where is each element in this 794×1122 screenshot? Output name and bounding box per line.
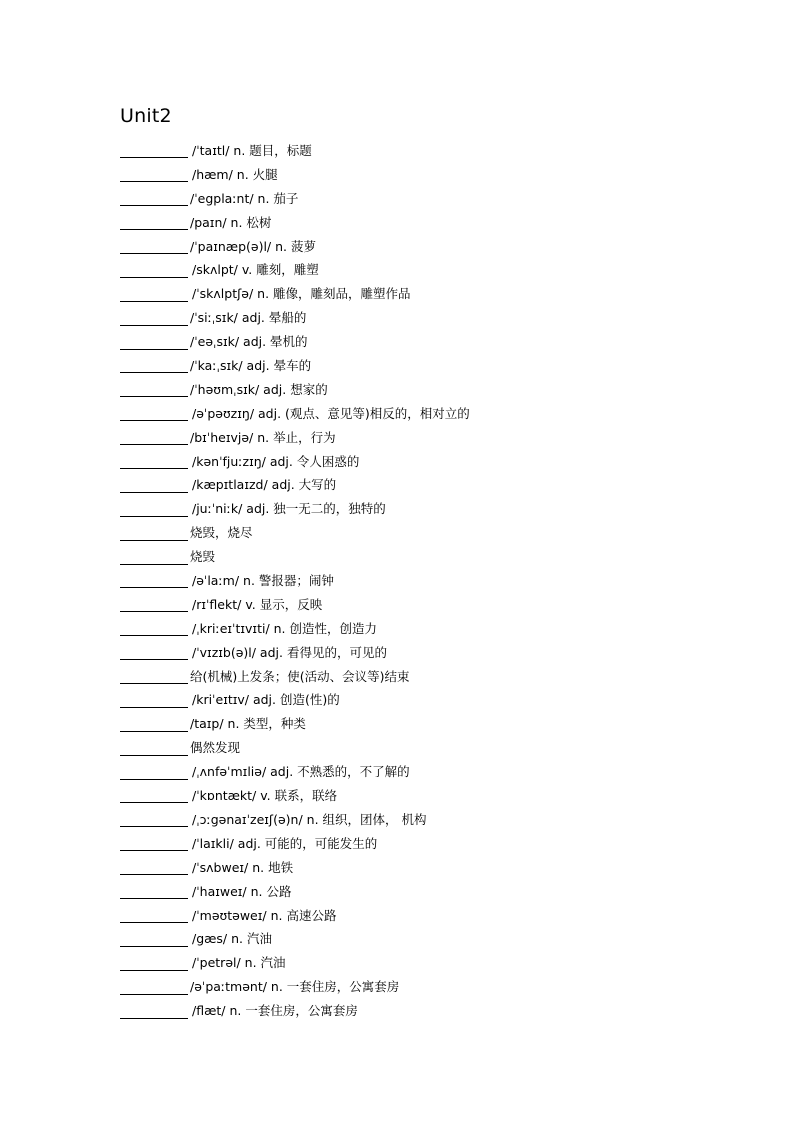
vocab-row [120, 378, 470, 402]
answer-blank [120, 382, 188, 397]
vocab-row [120, 856, 470, 880]
vocab-definition: /əˈpaːtmənt/ n. 一套住房，公寓套房 [190, 979, 400, 995]
vocab-definition: /ˈpaɪnæp(ə)l/ n. 菠萝 [190, 238, 316, 254]
answer-blank [120, 597, 188, 612]
vocab-definition: /bɪˈheɪvjə/ n. 举止，行为 [190, 429, 336, 445]
vocab-row [120, 187, 470, 211]
answer-blank [120, 573, 188, 588]
vocab-definition: /ˈlaɪkli/ adj. 可能的，可能发生的 [192, 835, 378, 851]
vocab-row [120, 784, 470, 808]
vocab-definition: /ˈeəˌsɪk/ adj. 晕机的 [190, 334, 308, 350]
answer-blank [120, 836, 188, 851]
answer-blank [120, 693, 188, 708]
vocab-definition: 烧毁，烧尽 [190, 525, 253, 541]
answer-blank [120, 454, 188, 469]
vocab-row [120, 139, 470, 163]
vocab-definition: 给(机械)上发条；使(活动、会议等)结束 [190, 668, 410, 684]
vocab-definition: /ˈsʌbweɪ/ n. 地铁 [192, 859, 294, 875]
vocab-definition: /kæpɪtlaɪzd/ adj. 大写的 [192, 477, 337, 493]
answer-blank [120, 143, 188, 158]
answer-blank [120, 502, 188, 517]
vocab-row [120, 402, 470, 426]
vocab-row [120, 880, 470, 904]
answer-blank [120, 167, 188, 182]
vocab-definition: 偶然发现 [190, 740, 241, 756]
vocab-row [120, 163, 470, 187]
answer-blank [120, 621, 188, 636]
vocab-definition: /juːˈniːk/ adj. 独一无二的，独特的 [192, 501, 386, 517]
vocab-row [120, 330, 470, 354]
answer-blank [120, 478, 188, 493]
vocab-row [120, 665, 470, 689]
answer-blank [120, 765, 188, 780]
vocab-definition: /kriˈeɪtɪv/ adj. 创造(性)的 [192, 692, 340, 708]
vocab-definition: /kənˈfjuːzɪŋ/ adj. 令人困惑的 [192, 453, 360, 469]
vocab-definition: /ˈhaɪweɪ/ n. 公路 [192, 883, 292, 899]
vocab-definition: /gæs/ n. 汽油 [192, 931, 272, 947]
answer-blank [120, 215, 188, 230]
answer-blank [120, 908, 188, 923]
vocab-definition: /flæt/ n. 一套住房，公寓套房 [192, 1003, 358, 1019]
answer-blank [120, 191, 188, 206]
vocab-row [120, 497, 470, 521]
answer-blank [120, 788, 188, 803]
vocab-row [120, 473, 470, 497]
vocab-definition: /əˈpəʊzɪŋ/ adj. (观点、意见等)相反的，相对立的 [192, 405, 470, 421]
answer-blank [120, 311, 188, 326]
vocab-row [120, 760, 470, 784]
vocab-row [120, 258, 470, 282]
vocab-definition: /skʌlpt/ v. 雕刻，雕塑 [192, 262, 319, 278]
vocab-row [120, 426, 470, 450]
vocab-row [120, 641, 470, 665]
vocab-row [120, 736, 470, 760]
answer-blank [120, 980, 188, 995]
vocab-row [120, 927, 470, 951]
answer-blank [120, 669, 188, 684]
answer-blank [120, 884, 188, 899]
vocab-definition: /taɪp/ n. 类型，种类 [190, 716, 306, 732]
answer-blank [120, 956, 188, 971]
vocab-row [120, 832, 470, 856]
answer-blank [120, 932, 188, 947]
vocab-row [120, 306, 470, 330]
unit-heading: Unit2 [120, 105, 172, 127]
answer-blank [120, 239, 188, 254]
answer-blank [120, 335, 188, 350]
vocab-row [120, 712, 470, 736]
answer-blank [120, 741, 188, 756]
vocab-row [120, 354, 470, 378]
vocab-definition: /hæm/ n. 火腿 [192, 166, 278, 182]
vocab-definition: /ˈegplaːnt/ n. 茄子 [190, 190, 299, 206]
answer-blank [120, 430, 188, 445]
vocab-definition: /ˈskʌlptʃə/ n. 雕像，雕刻品，雕塑作品 [192, 286, 411, 302]
vocab-definition: /ˌkriːeɪˈtɪvɪti/ n. 创造性，创造力 [192, 620, 377, 636]
vocab-row [120, 235, 470, 259]
answer-blank [120, 717, 188, 732]
vocabulary-list [120, 139, 470, 1023]
vocab-row [120, 593, 470, 617]
vocab-definition: /ˈvɪzɪb(ə)l/ adj. 看得见的，可见的 [192, 644, 387, 660]
answer-blank [120, 812, 188, 827]
vocab-definition: /ˌʌnfəˈmɪliə/ adj. 不熟悉的，不了解的 [192, 764, 410, 780]
vocab-definition: /ˈkaːˌsɪk/ adj. 晕车的 [190, 358, 312, 374]
answer-blank [120, 860, 188, 875]
answer-blank [120, 550, 188, 565]
vocab-row [120, 975, 470, 999]
vocab-definition: /ˈsiːˌsɪk/ adj. 晕船的 [190, 310, 307, 326]
vocab-row [120, 450, 470, 474]
vocab-row [120, 951, 470, 975]
vocab-row [120, 808, 470, 832]
answer-blank [120, 287, 188, 302]
vocab-row [120, 569, 470, 593]
vocab-definition: /ˈtaɪtl/ n. 题目，标题 [192, 143, 312, 158]
vocab-row [120, 999, 470, 1023]
vocab-row [120, 688, 470, 712]
vocab-definition: /rɪˈflekt/ v. 显示，反映 [192, 596, 323, 612]
answer-blank [120, 406, 188, 421]
answer-blank [120, 526, 188, 541]
vocab-definition: /əˈlaːm/ n. 警报器；闹钟 [192, 573, 334, 589]
answer-blank [120, 358, 188, 373]
vocab-definition: /ˈkɒntækt/ v. 联系，联络 [192, 788, 338, 804]
vocab-row [120, 617, 470, 641]
vocab-definition: /ˈhəʊmˌsɪk/ adj. 想家的 [190, 381, 328, 397]
vocab-row [120, 904, 470, 928]
vocab-row [120, 545, 470, 569]
vocab-row [120, 282, 470, 306]
vocab-definition: /ˈpetrəl/ n. 汽油 [192, 955, 286, 971]
vocab-row [120, 211, 470, 235]
vocab-definition: /ˈməʊtəweɪ/ n. 高速公路 [192, 907, 337, 923]
answer-blank [120, 645, 188, 660]
answer-blank [120, 1004, 188, 1019]
answer-blank [120, 263, 188, 278]
vocab-row [120, 521, 470, 545]
vocab-definition: 烧毁 [190, 549, 216, 565]
vocab-definition: /ˌɔːgənaɪˈzeɪʃ(ə)n/ n. 组织，团体， 机构 [192, 811, 427, 827]
vocab-definition: /paɪn/ n. 松树 [190, 214, 272, 230]
